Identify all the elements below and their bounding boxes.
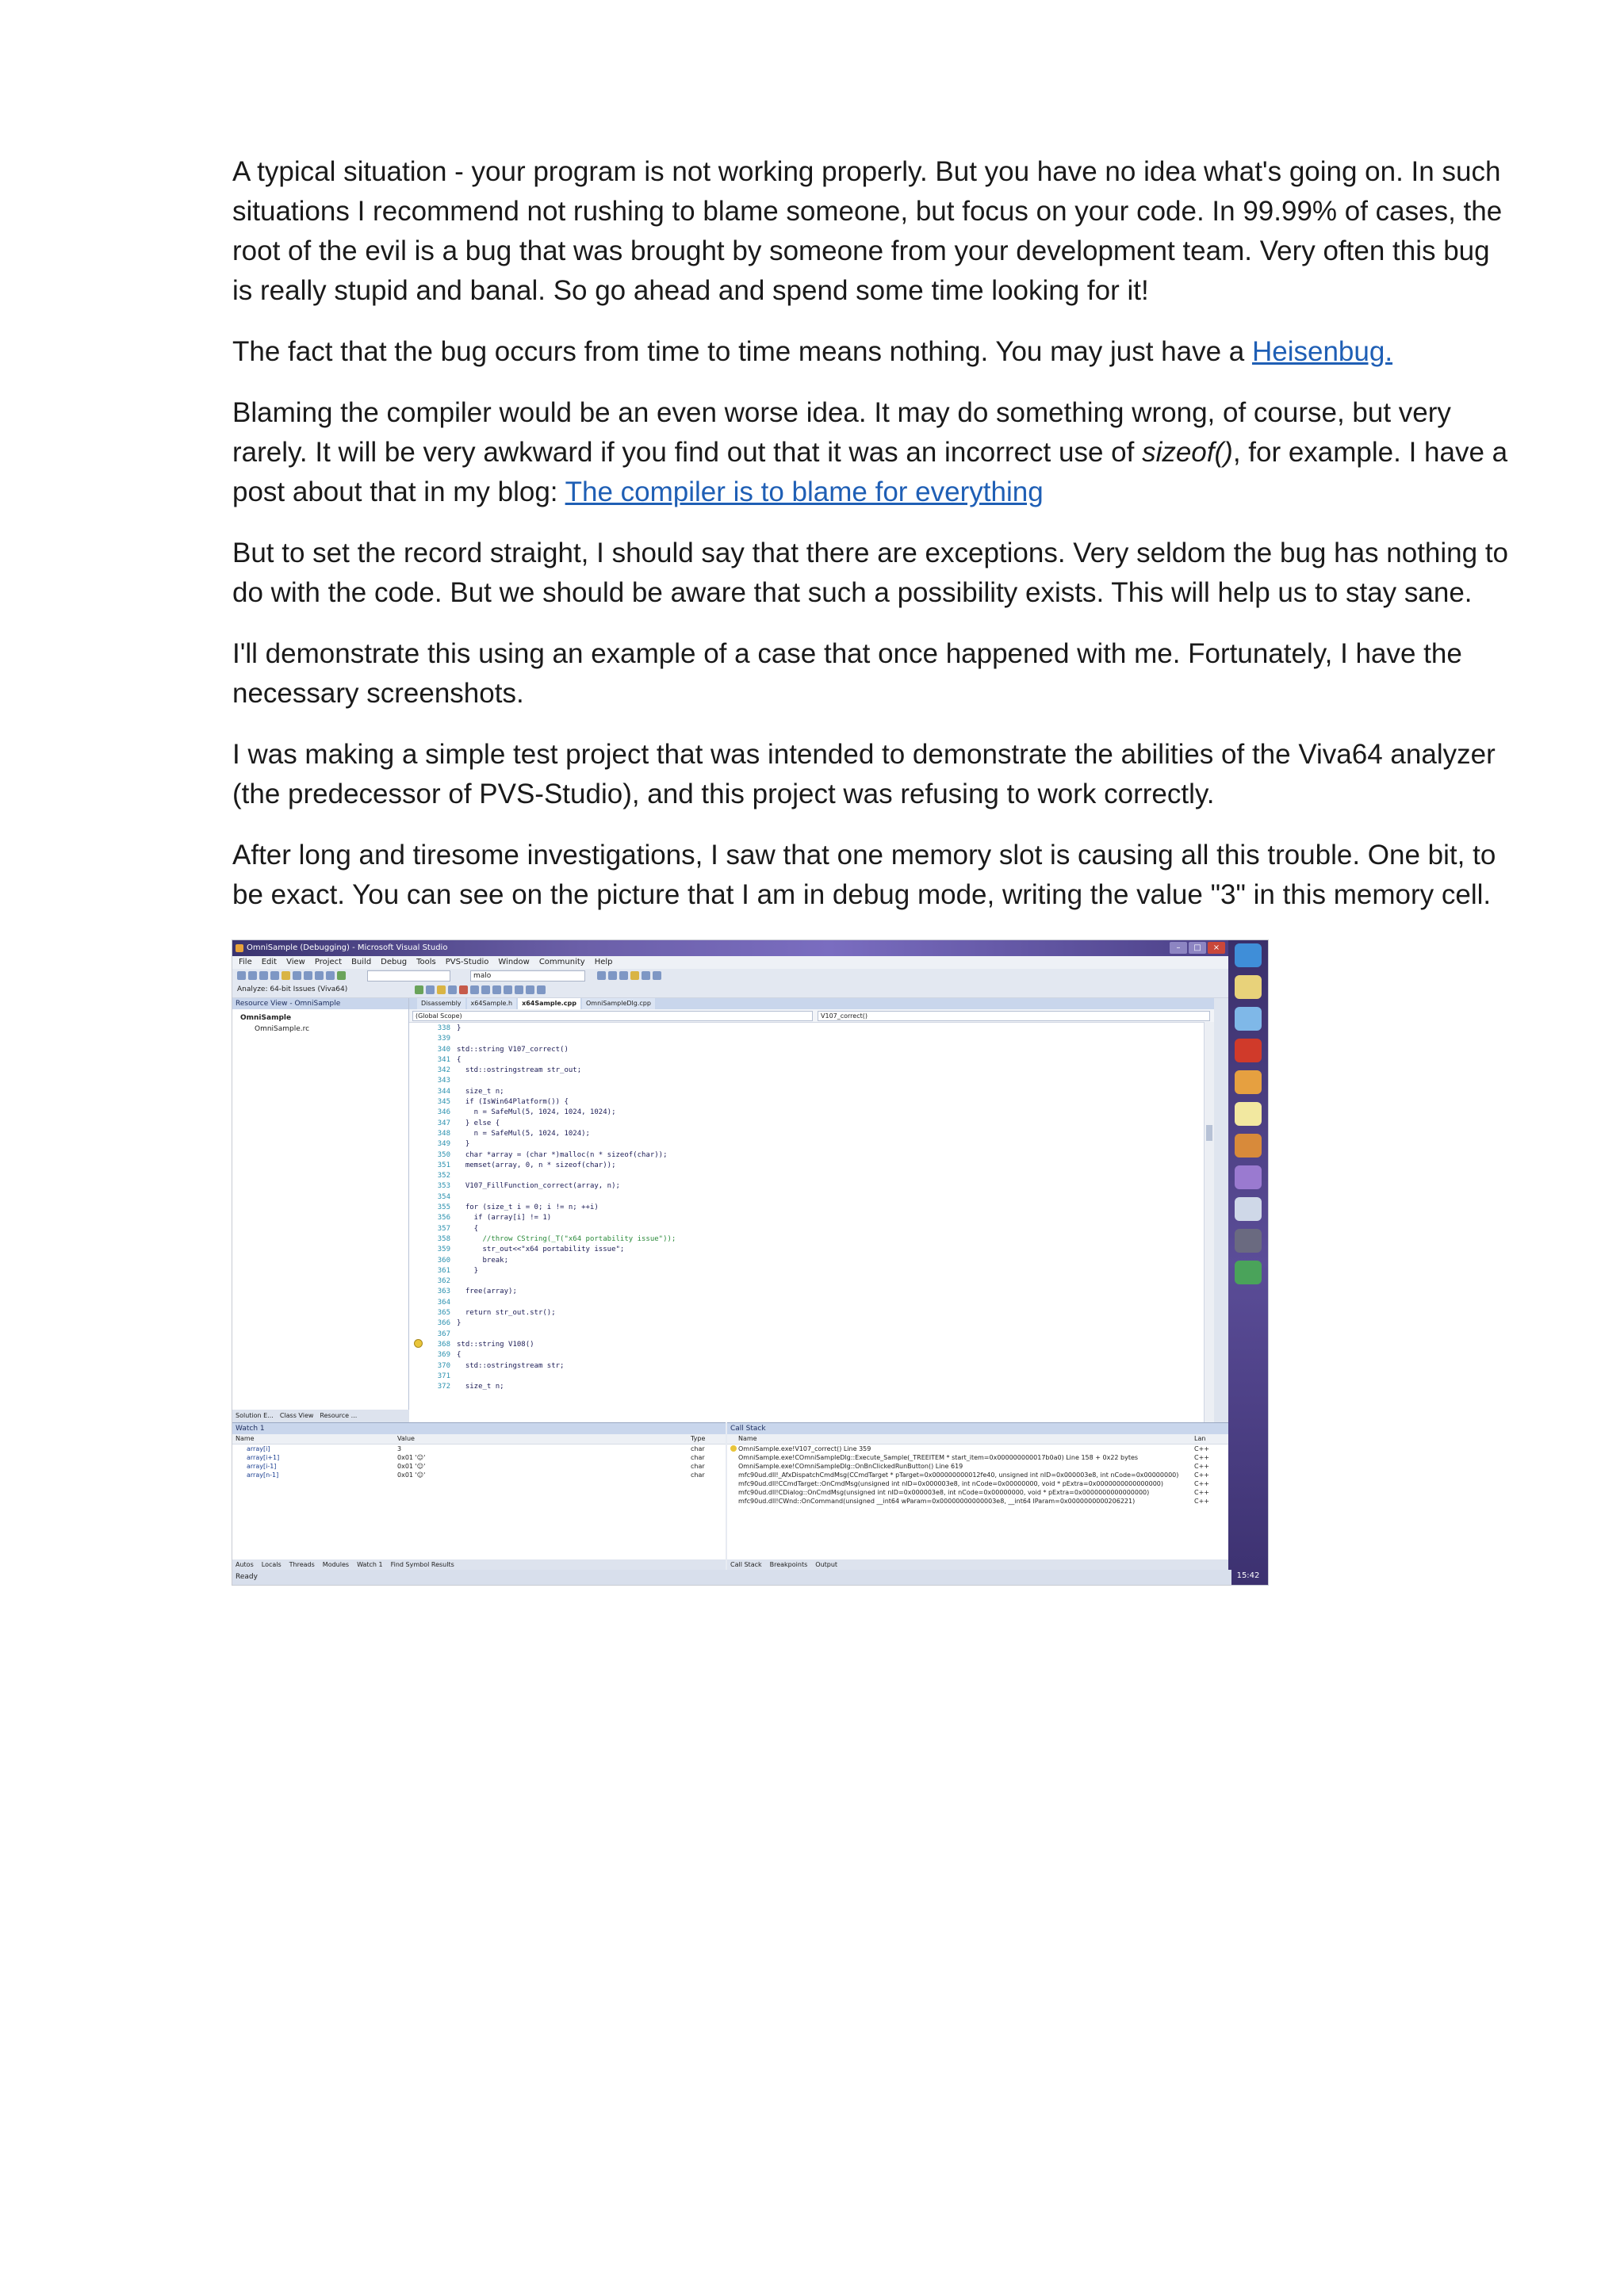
document-tabs [409,998,1214,1009]
menu-debug: Debug [381,958,408,966]
line-number: 343 [437,1077,450,1085]
start-debug-icon [337,971,346,980]
ie-gadget-icon [1235,1039,1262,1062]
call-stack-col-lang: Lan [1194,1435,1206,1442]
watch-type: char [691,1445,705,1452]
tab-call-stack: Call Stack [730,1561,762,1568]
step-over-icon [492,985,501,994]
tray-clock: 15:42 [1236,1571,1260,1580]
code-line [409,1256,1202,1266]
toolbar-icons-right [597,971,661,981]
pvs-analyze-icon [415,985,423,994]
code-text: { [457,1224,479,1233]
watch-name: array[i-1] [247,1463,277,1470]
notes-gadget-icon [1235,975,1262,999]
line-number: 370 [437,1361,450,1370]
game-gadget-icon [1235,1070,1262,1094]
code-text: size_t n; [457,1383,504,1391]
breakpoints-icon [526,985,534,994]
solution-explorer-icon [608,971,617,980]
code-line [409,1361,1202,1372]
code-text: break; [457,1256,509,1265]
tab-output: Output [815,1561,838,1568]
paragraph-compiler-text-b: , for example. I have a post about that in my blog: [232,437,1508,507]
call-stack-row [727,1479,1228,1488]
code-line [409,1076,1202,1086]
menu-file: File [239,958,252,966]
code-line [409,1150,1202,1161]
code-text: memset(array, 0, n * sizeof(char)); [457,1161,616,1169]
open-icon [248,971,257,980]
scope-bar [409,1009,1214,1023]
code-text: } [457,1024,462,1032]
line-number: 345 [437,1098,450,1107]
vs-app-icon [236,944,243,952]
line-number: 342 [437,1066,450,1075]
code-text: if (IsWin64Platform()) { [457,1098,569,1107]
paragraph-intro: A typical situation - your program is not working properly. But you have no idea what's going on. In such situations I recommend not rushing to blame someone, but focus on your code. In 99.99% of cases, the root of the evil is a bug that was brought by someone from your development team. Very often this bug is really stupid and banal. So go ahead and spend some time looking for it! [232,156,1503,306]
code-editor [409,998,1214,1422]
menu-view: View [286,958,305,966]
continue-icon [448,985,457,994]
paragraph-compiler [232,393,1517,512]
tab-disassembly: Disassembly [417,998,465,1009]
line-number: 372 [437,1383,450,1391]
line-number: 358 [437,1234,450,1243]
tab-class-view: Class View [279,1412,314,1419]
line-number: 368 [437,1340,450,1349]
code-line [409,1203,1202,1213]
call-stack-window [727,1422,1228,1571]
call-stack-frame: OmniSample.exe!V107_correct() Line 359 [738,1445,871,1452]
tree-child-item: OmniSample.rc [255,1025,310,1033]
paragraph-compiler-text-a: Blaming the compiler would be an even worse idea. It may do something wrong, of course, but very rarely. It will be very awkward if you find out that it was an incorrect use of [232,397,1451,468]
code-text: str_out<<"x64 portability issue"; [457,1246,625,1254]
code-text: if (array[i] != 1) [457,1214,552,1223]
restart-icon [470,985,479,994]
platform-combo [367,970,450,982]
call-stack-row [727,1453,1228,1462]
code-line [409,1171,1202,1181]
tab-find-symbol-results: Find Symbol Results [390,1561,454,1568]
code-line [409,1161,1202,1171]
menu-help: Help [594,958,613,966]
call-stack-lang: C++ [1194,1480,1209,1487]
call-stack-lang: C++ [1194,1498,1209,1505]
properties-icon [619,971,628,980]
call-stack-frame: OmniSample.exe!COmniSampleDlg::Execute_Sample(_TREEITEM * start_item=0x000000000017b0a0) Line 158 + 0x22 bytes [738,1454,1139,1461]
call-stack-frame: mfc90ud.dll!CDialog::OnCmdMsg(unsigned int nID=0x000003e8, int nCode=0x00000000, void * pExtra=0x0000000000000000) [738,1489,1150,1496]
call-stack-frame: mfc90ud.dll!CCmdTarget::OnCmdMsg(unsigned int nID=0x000003e8, int nCode=0x00000000, void * pExtra=0x0000000000000000) [738,1480,1163,1487]
code-text: n = SafeMul(5, 1024, 1024, 1024); [457,1108,616,1117]
watch-row [232,1471,726,1479]
toolbox-icon [630,971,639,980]
line-number: 360 [437,1256,450,1265]
resource-tree [232,1009,408,1038]
code-line [409,1097,1202,1108]
call-stack-frame: mfc90ud.dll!CWnd::OnCommand(unsigned __int64 wParam=0x00000000000003e8, __int64 lParam=0x0000000000206221) [738,1498,1136,1505]
line-number: 339 [437,1035,450,1043]
code-text: { [457,1351,462,1360]
tab-x64sample-cpp: x64Sample.cpp [518,998,580,1009]
step-out-icon [504,985,512,994]
code-line [409,1213,1202,1223]
watch-header [232,1434,726,1445]
line-number: 363 [437,1288,450,1296]
code-line [409,1276,1202,1287]
window-controls [1170,942,1225,954]
config-combo: malo [470,970,585,982]
code-text: { [457,1055,462,1064]
vs-window-title: OmniSample (Debugging) - Microsoft Visual Studio [247,943,448,952]
bottom-right-tabs [727,1559,1228,1571]
line-number: 365 [437,1309,450,1318]
media-gadget-icon [1235,1134,1262,1158]
close-icon: × [1208,942,1225,954]
code-text: n = SafeMul(5, 1024, 1024); [457,1129,590,1138]
call-stack-lang: C++ [1194,1445,1209,1452]
find-icon [597,971,606,980]
line-number: 350 [437,1150,450,1159]
code-line [409,1108,1202,1118]
code-line [409,1139,1202,1150]
code-line [409,1318,1202,1329]
code-area [409,1024,1202,1412]
call-stack-row [727,1445,1228,1453]
code-line [409,1224,1202,1234]
line-number: 364 [437,1298,450,1307]
watch-window [232,1422,726,1571]
paragraph-heisenbug-text: The fact that the bug occurs from time to time means nothing. You may just have a [232,336,1252,367]
stop-icon [459,985,468,994]
code-line [409,1372,1202,1382]
line-number: 344 [437,1087,450,1096]
options-icon [653,971,661,980]
line-number: 353 [437,1182,450,1191]
vs-menubar [232,956,1235,969]
menu-build: Build [351,958,372,966]
weather-gadget-icon [1235,1165,1262,1189]
watch-value: 0x01 '☺' [397,1471,426,1479]
settings-gadget-icon [1235,1229,1262,1253]
code-line [409,1129,1202,1139]
cut-icon [282,971,290,980]
code-text: free(array); [457,1288,517,1296]
line-number: 361 [437,1266,450,1275]
line-number: 357 [437,1224,450,1233]
watch-value: 0x01 '☺' [397,1463,426,1470]
call-stack-frame: OmniSample.exe!COmniSampleDlg::OnBnClickedRunButton() Line 619 [738,1463,963,1470]
watch-type: char [691,1471,705,1479]
tab-autos: Autos [236,1561,254,1568]
left-pane-tabs [232,1410,412,1422]
maximize-icon: □ [1189,942,1206,954]
code-text: std::ostringstream str_out; [457,1066,582,1075]
code-line [409,1055,1202,1066]
menu-tools: Tools [416,958,436,966]
save-all-icon [270,971,279,980]
call-stack-frame: mfc90ud.dll!_AfxDispatchCmdMsg(CCmdTarget * pTarget=0x000000000012fe40, unsigned int nID=0x000003e8, int nCode=0x00000000) [738,1471,1179,1479]
current-frame-arrow-icon [730,1445,737,1452]
copy-icon [293,971,301,980]
line-number: 354 [437,1192,450,1201]
code-line [409,1266,1202,1276]
call-stack-header [727,1434,1228,1445]
camera-gadget-icon [1235,1197,1262,1221]
memory-icon [537,985,546,994]
call-stack-lang: C++ [1194,1471,1209,1479]
code-line [409,1245,1202,1255]
call-stack-row [727,1488,1228,1497]
paragraph-heisenbug [232,332,1517,372]
vs-debug-toolbar [232,983,1228,998]
code-text: for (size_t i = 0; i != n; ++i) [457,1203,599,1212]
line-number: 352 [437,1172,450,1181]
scrollbar-thumb [1206,1125,1212,1141]
paragraph-exceptions: But to set the record straight, I should say that there are exceptions. Very seldom the bug has nothing to do with the code. But we should be aware that such a possibility exists. This will help us to stay sane. [232,538,1509,608]
paragraph-demonstrate: I'll demonstrate this using an example of a case that once happened with me. Fortunately, I have the necessary screenshots. [232,638,1462,709]
line-number: 369 [437,1351,450,1360]
watch-col-value: Value [397,1435,415,1442]
paragraph-viva64: I was making a simple test project that was intended to demonstrate the abilities of the Viva64 analyzer (the predecessor of PVS-Studio), and this project was refusing to work correctly. [232,739,1496,809]
article-body [232,152,1517,936]
tab-watch-1: Watch 1 [357,1561,383,1568]
line-number: 346 [437,1108,450,1117]
call-stack-row [727,1497,1228,1506]
vs-status-bar: Ready [232,1570,1231,1585]
tab-threads: Threads [289,1561,315,1568]
line-number: 359 [437,1246,450,1254]
call-stack-row [727,1462,1228,1471]
code-line [409,1034,1202,1044]
watch-type: char [691,1463,705,1470]
save-icon [259,971,268,980]
code-line [409,1287,1202,1297]
minimize-icon: – [1170,942,1187,954]
watch-row [232,1462,726,1471]
vs-titlebar [232,940,1228,956]
watch-value: 0x01 '☺' [397,1454,426,1461]
watch-name: array[i+1] [247,1454,280,1461]
line-number: 348 [437,1129,450,1138]
compiler-blame-link[interactable]: The compiler is to blame for everything [565,476,1044,507]
watch-row [232,1453,726,1462]
paragraph-memory-slot: After long and tiresome investigations, I saw that one memory slot is causing all this trouble. One bit, to be exact. You can see on the picture that I am in debug mode, writing the value "3" in this memory cell. [232,840,1496,910]
line-number: 367 [437,1330,450,1338]
code-line [409,1234,1202,1245]
code-text: V107_FillFunction_correct(array, n); [457,1182,620,1191]
analyze-label: Analyze: 64-bit Issues (Viva64) [237,985,348,993]
line-number: 371 [437,1372,450,1380]
globe-gadget-icon [1235,943,1262,967]
picture-gadget-icon [1235,1007,1262,1031]
menu-community: Community [538,958,585,966]
tab-resource-view: Resource ... [320,1412,358,1419]
heisenbug-link[interactable]: Heisenbug. [1251,336,1393,367]
menu-edit: Edit [261,958,278,966]
watch-type: char [691,1454,705,1461]
object-browser-icon [642,971,650,980]
watch-name: array[n-1] [247,1471,279,1479]
vs-standard-toolbar [232,969,1228,984]
line-number: 351 [437,1161,450,1169]
line-number: 347 [437,1119,450,1127]
visual-studio-screenshot [232,940,1268,1585]
code-text: std::string V108() [457,1340,534,1349]
watch-value: 3 [397,1445,402,1452]
code-line [409,1066,1202,1076]
code-text: std::string V107_correct() [457,1045,569,1054]
tab-breakpoints: Breakpoints [769,1561,808,1568]
code-line [409,1330,1202,1340]
code-text: size_t n; [457,1087,504,1096]
call-stack-lang: C++ [1194,1463,1209,1470]
watch-col-type: Type [691,1435,706,1442]
code-line [409,1298,1202,1308]
editor-scrollbar [1204,1022,1214,1422]
watch-col-name: Name [236,1435,255,1442]
line-number: 366 [437,1319,450,1328]
tab-locals: Locals [261,1561,282,1568]
code-line [409,1192,1202,1203]
debug-toolbar-icons [415,985,546,995]
bottom-left-tabs [232,1559,726,1571]
code-text: } [457,1319,462,1328]
network-gadget-icon [1235,1261,1262,1284]
line-number: 338 [437,1024,450,1032]
code-line [409,1087,1202,1097]
menu-pvs-studio: PVS-Studio [445,958,489,966]
code-line [409,1382,1202,1392]
redo-icon [326,971,335,980]
call-stack-col-name: Name [738,1435,757,1442]
watch-name: array[i] [247,1445,270,1452]
paste-icon [304,971,312,980]
call-stack-lang: C++ [1194,1454,1209,1461]
code-text: return str_out.str(); [457,1309,556,1318]
toolbox-strip [1214,998,1228,1422]
call-stack-title: Call Stack [727,1423,1228,1434]
function-combo: V107_correct() [818,1011,1210,1021]
code-line [409,1308,1202,1318]
code-text: //throw CString(_T("x64 portability issue")); [457,1234,676,1243]
code-text: } else { [457,1119,500,1127]
scope-combo: (Global Scope) [412,1011,813,1021]
step-into-icon [481,985,490,994]
undo-icon [315,971,324,980]
code-line [409,1024,1202,1034]
current-statement-marker-icon [414,1339,423,1348]
pvs-warning-icon [437,985,446,994]
pvs-check-icon [426,985,435,994]
tree-root-item: OmniSample [240,1014,292,1022]
code-text: std::ostringstream str; [457,1361,565,1370]
resource-view-pane [232,998,409,1422]
line-number: 340 [437,1045,450,1054]
code-line [409,1350,1202,1360]
tab-omnisampledlg-cpp: OmniSampleDlg.cpp [582,998,655,1009]
menu-window: Window [498,958,530,966]
code-line [409,1340,1202,1350]
tab-solution-explorer: Solution E... [236,1412,274,1419]
call-stack-row [727,1471,1228,1479]
resource-view-title: Resource View - OmniSample [232,998,408,1009]
new-project-icon [237,971,246,980]
call-stack-lang: C++ [1194,1489,1209,1496]
sizeof-italic: sizeof() [1142,437,1233,468]
tab-modules: Modules [322,1561,350,1568]
code-text: } [457,1266,479,1275]
code-line [409,1045,1202,1055]
code-text: } [457,1140,470,1149]
toolbar-icons [237,971,346,981]
windows-sidebar [1228,940,1268,1585]
code-line [409,1181,1202,1192]
watch-row [232,1445,726,1453]
line-number: 362 [437,1277,450,1286]
hex-icon [515,985,523,994]
watch-title: Watch 1 [232,1423,726,1434]
calendar-gadget-icon [1235,1102,1262,1126]
code-text: char *array = (char *)malloc(n * sizeof(char)); [457,1150,668,1159]
menu-project: Project [314,958,343,966]
line-number: 349 [437,1140,450,1149]
line-number: 355 [437,1203,450,1212]
tab-x64sample-h: x64Sample.h [467,998,517,1009]
code-line [409,1119,1202,1129]
line-number: 356 [437,1214,450,1223]
line-number: 341 [437,1055,450,1064]
